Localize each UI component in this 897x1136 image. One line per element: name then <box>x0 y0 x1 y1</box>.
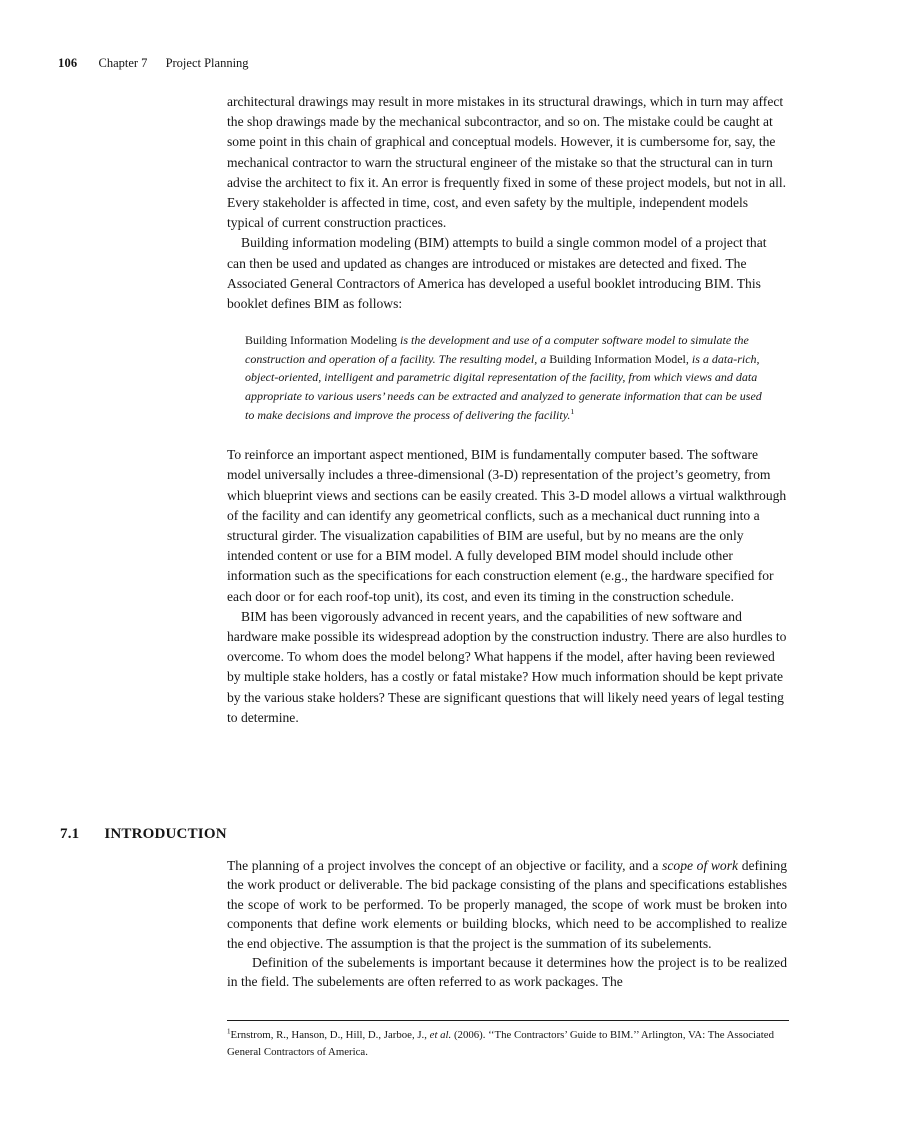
section-text-column <box>227 856 787 992</box>
section-title: INTRODUCTION <box>104 826 227 842</box>
paragraph-project-planning: The planning of a project involves the concept of an objective or facility, and a scope of work defining the work product or deliverable. The bid package consisting of the plans and specifications establishes the scope of work to be performed. To be properly managed, the scope of work must be broken into components that define work elements or building blocks, which need to be accomplished to realize the end objective. The assumption is that the project is the summation of its subelements. <box>227 858 787 951</box>
footnote-text: Ernstrom, R., Hanson, D., Hill, D., Jarboe, J., et al. (2006). ‘‘The Contractors’ Guide to BIM.’’ Arlington, VA: The Associated General Contractors of America. <box>227 1029 775 1058</box>
paragraph-bim-advanced: BIM has been vigorously advanced in recent years, and the capabilities of new software and hardware make possible its widespread adoption by the construction industry. There are also hurdles to overcome. To whom does the model belong? What happens if the model, after having been reviewed by multiple stake holders, has a costly or fatal mistake? How much information should be kept private by the various stake holders? These are significant questions that will likely need years of legal testing to determine. <box>227 608 787 725</box>
footnote <box>227 1027 793 1061</box>
bim-definition-blockquote: Building Information Modeling is the development and use of a computer software model to simulate the construction and operation of a facility. The resulting model, a Building Information Model, is a data-rich, object-oriented, intelligent and parametric digital representation of the facility, from which views and data appropriate to various users’ needs can be extracted and analyzed to generate information that can be used to make decisions and improve the process of delivering the facility.$^1$ <box>245 333 762 422</box>
section-heading <box>60 826 227 843</box>
chapter-title: Project Planning <box>165 56 249 70</box>
body-text-column <box>227 92 787 728</box>
running-header <box>58 56 249 71</box>
paragraph-computer-based: To reinforce an important aspect mentioned, BIM is fundamentally computer based. The software model universally includes a three-dimensional (3-D) representation of the project’s geometry, from which blueprint views and sections can be easily created. This 3-D model allows a virtual walkthrough of the facility and can identify any geometrical conflicts, such as a mechanical duct running into a structural girder. The visualization capabilities of BIM are useful, but by no means are the only intended content or use for a BIM model. A fully developed BIM model should include other information such as the specifications for each construction element (e.g., the hardware specified for each door or for each roof-top unit), its cost, and even its timing in the construction schedule. <box>227 447 787 604</box>
chapter-label: Chapter 7 <box>98 56 148 70</box>
footnote-marker: 1 <box>227 1027 231 1036</box>
footnote-separator-rule <box>227 1020 789 1021</box>
paragraph-subelements-definition: Definition of the subelements is important because it determines how the project is to be realized in the field. The subelements are often referred to as work packages. The <box>227 955 787 990</box>
section-number: 7.1 <box>60 826 80 842</box>
paragraph-bim-introduction: Building information modeling (BIM) attempts to build a single common model of a project that can then be used and updated as changes are introduced or mistakes are detected and fixed. The Associated General Contractors of America has developed a useful booklet introducing BIM. This booklet defines BIM as follows: <box>227 235 767 312</box>
paragraph-continuation: architectural drawings may result in more mistakes in its structural drawings, which in turn may affect the shop drawings made by the mechanical subcontractor, and so on. The mistake could be caught at some point in this chain of graphical and conceptual models. However, it is cumbersome for, say, the mechanical contractor to warn the structural engineer of the mistake so that the structural can in turn advise the architect to fix it. An error is frequently fixed in some of these project models, but not in all. Every stakeholder is affected in time, cost, and even safety by the multiple, independent models typical of current construction practices. <box>227 94 787 231</box>
page-number: 106 <box>58 56 78 70</box>
